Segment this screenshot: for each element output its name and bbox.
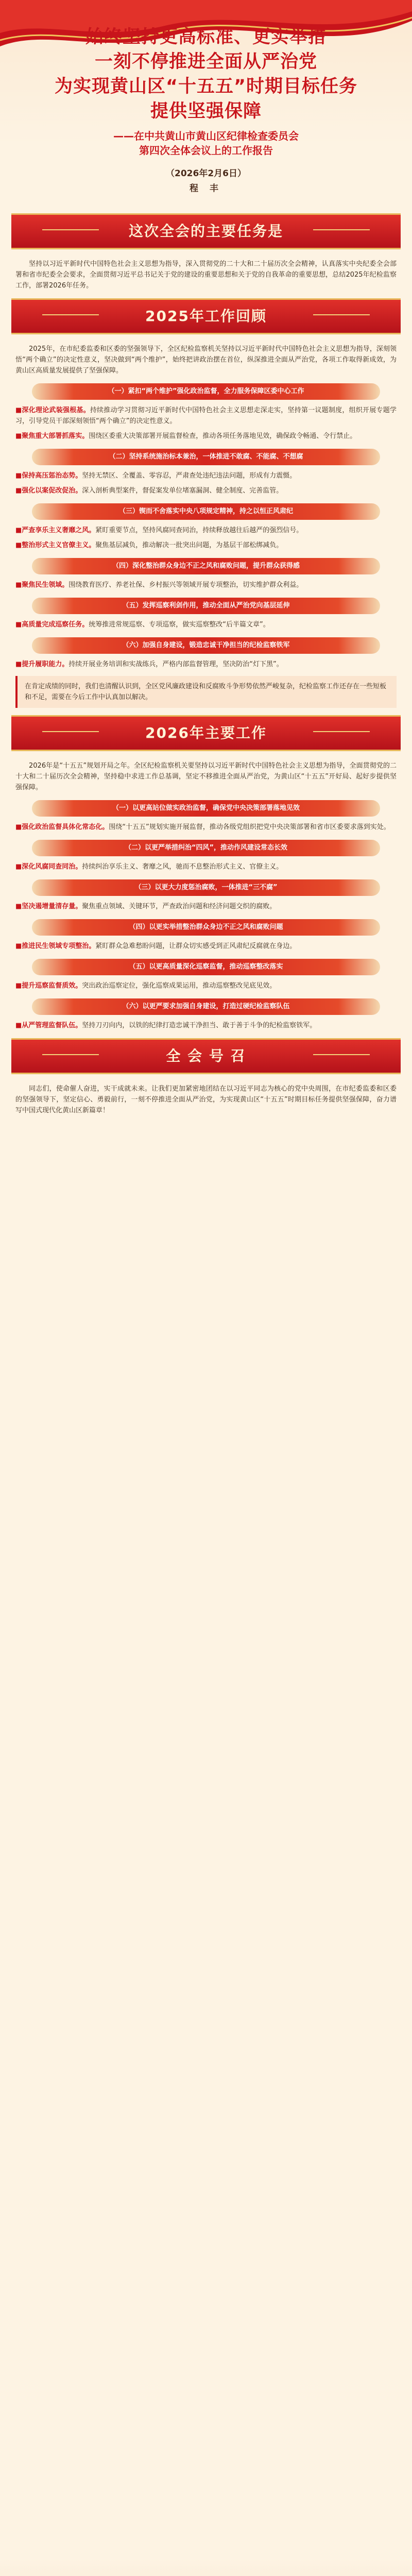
paragraph: 2026年是“十五五”规划开局之年。全区纪检监察机关要坚持以习近平新时代中国特色社会主义思想为指导，全面贯彻党的二十大和二十届历次全会精神，坚持稳中求进工作总基调，坚定不移推进全面从严治党，为黄山区“十五五”开好局、起好步提供坚强保障。	[15, 762, 397, 791]
bullet-lead: ■强化以案促改促治。	[15, 487, 82, 495]
sub-heading: （二）坚持系统施治标本兼治，一体推进不敢腐、不能腐、不想腐	[32, 449, 380, 465]
bullet-lead: ■严查享乐主义奢靡之风。	[15, 527, 96, 534]
sub-heading: （六）以更严要求加强自身建设，打造过硬纪检监察队伍	[32, 998, 380, 1015]
bullet-lead: ■提升巡察监督质效。	[15, 982, 82, 990]
sub-heading: （四）深化整治群众身边不正之风和腐败问题，提升群众获得感	[32, 558, 380, 574]
bullet-lead: ■提升履职能力。	[15, 660, 69, 668]
bullet-text: 持续开展业务培训和实战练兵，严格内部监督管理，坚决防治“灯下黑”。	[68, 660, 283, 668]
bullet-lead: ■高质量完成巡察任务。	[15, 621, 89, 629]
bullet-item	[15, 525, 397, 536]
bullet-text: 聚焦重点领域、关键环节，严查政治问题和经济问题交织的腐败。	[82, 903, 277, 910]
sub-heading: （一）紧扣“两个维护”强化政治监督，全力服务保障区委中心工作	[32, 383, 380, 400]
report-author: 程 丰	[190, 183, 222, 194]
bullet-item	[15, 901, 397, 912]
bullet-text: 突出政治巡察定位，强化巡察成果运用，推动巡察整改见底见效。	[82, 982, 277, 990]
bullet-lead: ■保持高压惩治态势。	[15, 472, 82, 480]
subtitle	[0, 129, 412, 158]
bullet-text: 聚焦基层减负，推动解决一批突出问题，为基层干部松绑减负。	[95, 541, 283, 549]
sub-heading: （三）以更大力度惩治腐败，一体推进“三不腐”	[32, 879, 380, 896]
title-line: 始终坚持更高标准、更实举措	[85, 27, 327, 47]
bullet-text: 紧盯重要节点，坚持风腐同查同治，持续释放越往后越严的强烈信号。	[95, 527, 303, 534]
bullet-text: 围绕“十五五”规划实施开展监督，推动各级党组织把党中央决策部署和省市区委要求落到实处。	[109, 823, 390, 831]
bullet-text: 围绕教育医疗、养老社保、乡村振兴等领域开展专项整治，切实维护群众利益。	[68, 581, 303, 589]
content	[0, 213, 412, 1116]
bullet-text: 持续推动学习贯彻习近平新时代中国特色社会主义思想走深走实，坚持第一议题制度，组织开展专题学习，引导党员干部深刻领悟“两个确立”的决定性意义。	[15, 406, 397, 425]
subtitle-line: 第四次全体会议上的工作报告	[139, 144, 273, 157]
title-line: 为实现黄山区“十五五”时期目标任务	[54, 76, 357, 97]
review-closing: 在肯定成绩的同时，我们也清醒认识到，全区党风廉政建设和反腐败斗争形势依然严峻复杂，纪检监察工作还存在一些短板和不足，需要在今后工作中认真加以解决。	[15, 676, 397, 708]
sub-heading: （三）锲而不舍落实中央八项规定精神，持之以恒正风肃纪	[32, 503, 380, 520]
paragraph: 同志们，使命催人奋进，实干成就未来。让我们更加紧密地团结在以习近平同志为核心的党中央周围，在市纪委监委和区委的坚强领导下，坚定信心、勇毅前行，一刻不停推进全面从严治党，为实现黄山区“十五五”时期目标任务提供坚强保障，奋力谱写中国式现代化黄山区新篇章！	[15, 1085, 397, 1114]
bullet-lead: ■聚焦民生领域。	[15, 581, 69, 589]
bullet-lead: ■从严管理监督队伍。	[15, 1022, 82, 1029]
bullet-item	[15, 470, 397, 481]
bullet-text: 深入剖析典型案件，督促案发单位堵塞漏洞、健全制度、完善监管。	[82, 487, 283, 495]
sub-heading: （一）以更高站位做实政治监督，确保党中央决策部署落地见效	[32, 800, 380, 817]
bullet-text: 统筹推进常规巡察、专项巡察，做实巡察整改“后半篇文章”。	[89, 621, 270, 629]
bullet-item	[15, 941, 397, 952]
sub-heading: （五）发挥巡察利剑作用，推动全面从严治党向基层延伸	[32, 598, 380, 614]
bullet-lead: ■整治形式主义官僚主义。	[15, 541, 96, 549]
bullet-text: 紧盯群众急难愁盼问题，让群众切实感受到正风肃纪反腐就在身边。	[95, 942, 297, 950]
bullet-item	[15, 405, 397, 427]
sub-heading: （二）以更严举措纠治“四风”，推动作风建设常态长效	[32, 840, 380, 856]
bullet-text: 坚持无禁区、全覆盖、零容忍，严肃查处违纪违法问题，形成有力震慑。	[82, 472, 297, 480]
section-title-call: 全 会 号 召	[11, 1038, 401, 1074]
bullet-text: 坚持刀刃向内，以铁的纪律打造忠诚干净担当、敢于善于斗争的纪检监察铁军。	[82, 1022, 317, 1029]
header	[0, 0, 412, 206]
paragraph: 坚持以习近平新时代中国特色社会主义思想为指导，深入贯彻党的二十大和二十届历次全会精神，认真落实中央纪委全会部署和省市纪委全会要求，全面贯彻习近平总书记关于党的建设的重要思想和关于党的自我革命的重要思想，总结2025年纪检监察工作，部署2026年任务。	[15, 260, 397, 290]
bullet-lead: ■聚焦重大部署抓落实。	[15, 432, 89, 440]
bullet-text: 持续纠治享乐主义、奢靡之风，驰而不息整治形式主义、官僚主义。	[82, 863, 283, 871]
bullet-lead: ■强化政治监督具体化常态化。	[15, 823, 109, 831]
section-title-review: 2025年工作回顾	[11, 298, 401, 334]
bullet-item	[15, 1020, 397, 1031]
bullet-lead: ■推进民生领域专项整治。	[15, 942, 96, 950]
report-date: （2026年2月6日）	[166, 168, 246, 179]
bullet-item	[15, 540, 397, 551]
sub-heading: （四）以更实举措整治群众身边不正之风和腐败问题	[32, 919, 380, 936]
title-line: 一刻不停推进全面从严治党	[94, 52, 317, 72]
bullet-item	[15, 659, 397, 670]
bullet-text: 围绕区委重大决策部署开展监督检查，推动各项任务落地见效，确保政令畅通、令行禁止。	[89, 432, 357, 440]
sub-heading: （五）以更高质量深化巡察监督，推动巡察整改落实	[32, 959, 380, 975]
bullet-item	[15, 980, 397, 991]
bullet-lead: ■深化理论武装强根基。	[15, 406, 90, 414]
bullet-item	[15, 619, 397, 630]
title-block	[0, 25, 412, 194]
bullet-item	[15, 580, 397, 590]
title-line: 提供坚强保障	[150, 101, 262, 122]
subtitle-line: ——在中共黄山市黄山区纪律检查委员会	[113, 130, 299, 142]
bullet-item	[15, 861, 397, 872]
review-list	[11, 383, 401, 670]
work-2026-list	[11, 800, 401, 1031]
section-title-tasks: 这次全会的主要任务是	[11, 213, 401, 249]
bullet-lead: ■坚决遏增量清存量。	[15, 903, 82, 910]
sub-heading: （六）加强自身建设，锻造忠诚干净担当的纪检监察铁军	[32, 637, 380, 654]
bullet-lead: ■深化风腐同查同治。	[15, 863, 82, 871]
bullet-item	[15, 431, 397, 442]
section-title-work-2026: 2026年主要工作	[11, 715, 401, 751]
bullet-item	[15, 485, 397, 496]
footer-landmark-art	[0, 2559, 412, 2576]
bullet-item	[15, 822, 397, 833]
paragraph: 2025年，在市纪委监委和区委的坚强领导下，全区纪检监察机关坚持以习近平新时代中国特色社会主义思想为指导，深刻领悟“两个确立”的决定性意义，坚决做到“两个维护”，始终把讲政治摆在首位，纵深推进全面从严治党，各项工作取得新成效，为黄山区高质量发展提供了坚强保障。	[15, 345, 397, 375]
